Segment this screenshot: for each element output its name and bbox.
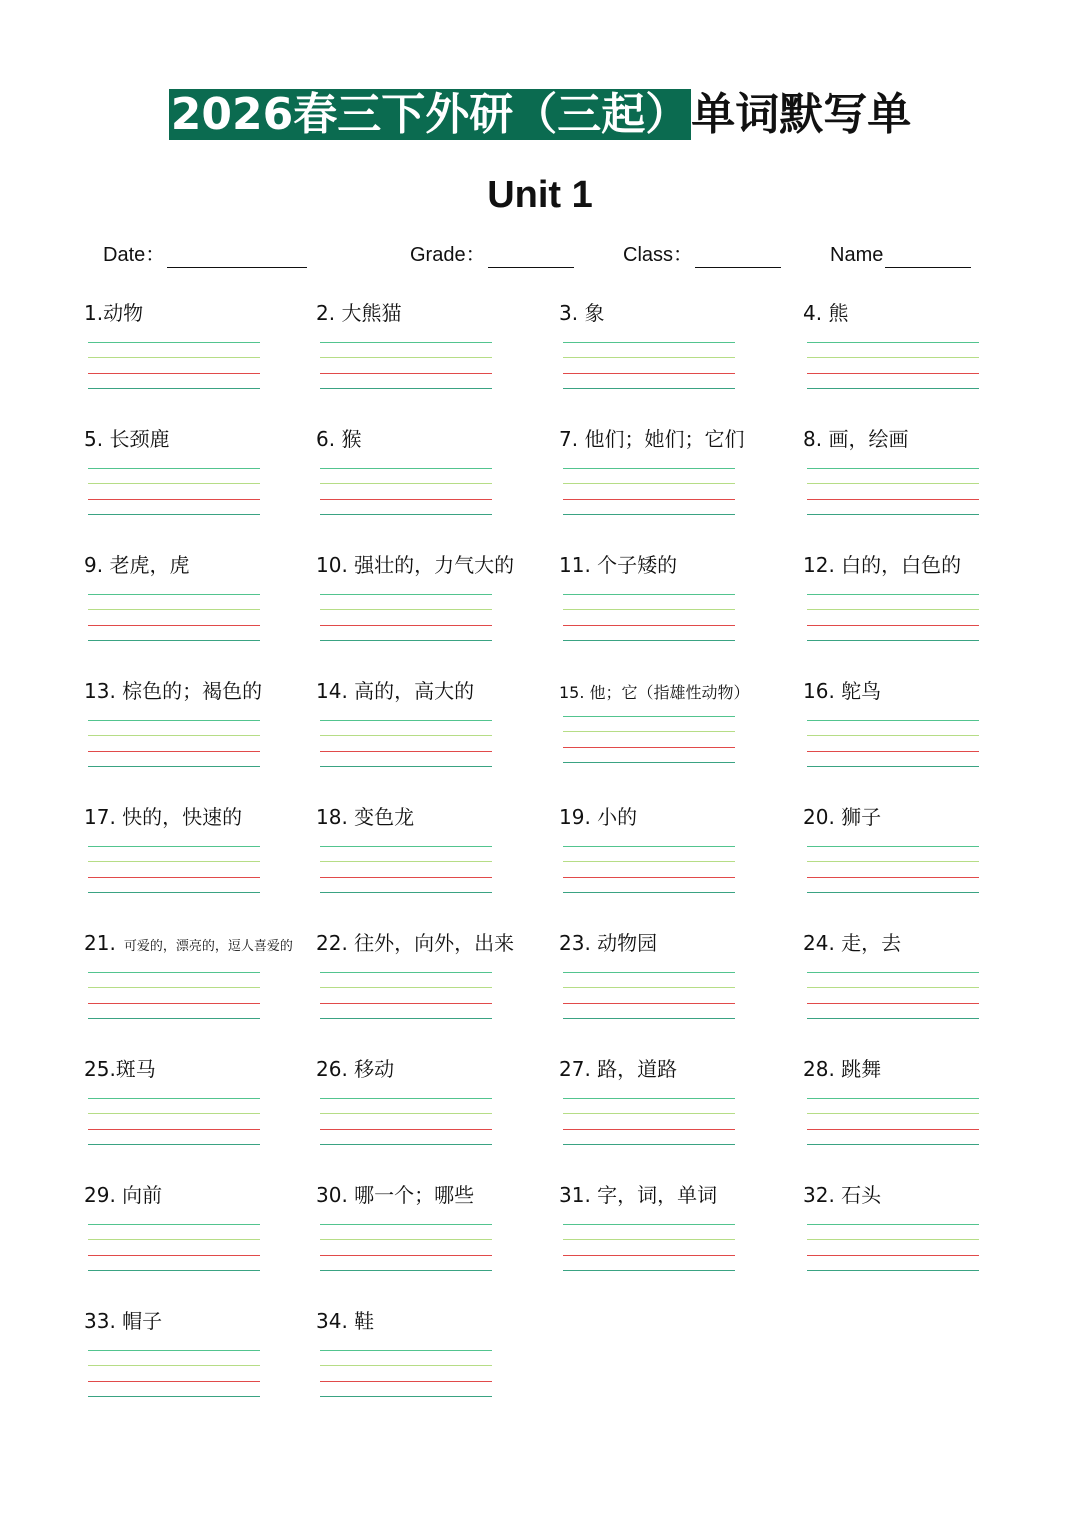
guide-line: [88, 861, 260, 862]
word-label-text: 15. 他；它（指雄性动物）: [559, 683, 750, 702]
word-label-text: 7. 他们；她们；它们: [559, 427, 745, 451]
guide-line: [807, 388, 979, 389]
word-item: [559, 300, 799, 410]
guide-line: [320, 1270, 492, 1271]
word-label: [559, 552, 677, 578]
guide-line: [807, 1239, 979, 1240]
guide-line: [563, 1239, 735, 1240]
guide-line: [807, 1255, 979, 1256]
date-field: [103, 242, 307, 268]
guide-line: [563, 1270, 735, 1271]
word-label: [803, 930, 901, 956]
guide-line: [88, 1224, 260, 1225]
writing-lines[interactable]: [88, 720, 260, 768]
class-field: [623, 242, 781, 268]
guide-line: [320, 1365, 492, 1366]
name-label: Name: [830, 244, 884, 266]
guide-line: [563, 1018, 735, 1019]
guide-line: [320, 846, 492, 847]
guide-line: [320, 1255, 492, 1256]
word-label: [84, 426, 169, 452]
word-label-text: 27. 路，道路: [559, 1057, 678, 1081]
writing-lines[interactable]: [807, 846, 979, 894]
guide-line: [88, 877, 260, 878]
guide-line: [807, 342, 979, 343]
guide-line: [88, 751, 260, 752]
date-label: Date：: [103, 244, 166, 266]
writing-lines[interactable]: [563, 342, 735, 390]
word-item: [803, 1182, 1043, 1292]
guide-line: [807, 499, 979, 500]
word-item: [803, 678, 1043, 788]
word-item: [84, 300, 324, 410]
guide-line: [88, 1129, 260, 1130]
guide-line: [88, 499, 260, 500]
guide-line: [807, 892, 979, 893]
guide-line: [88, 987, 260, 988]
word-label-text: 11. 个子矮的: [559, 553, 678, 577]
writing-lines[interactable]: [320, 720, 492, 768]
guide-line: [807, 1018, 979, 1019]
guide-line: [320, 483, 492, 484]
guide-line: [563, 483, 735, 484]
word-label: [84, 1056, 156, 1082]
writing-lines[interactable]: [320, 972, 492, 1020]
guide-line: [320, 1098, 492, 1099]
word-item: [559, 930, 799, 1040]
writing-lines[interactable]: [563, 846, 735, 894]
word-label-text: 13. 棕色的；褐色的: [84, 679, 263, 703]
word-label-text: 9. 老虎，虎: [84, 553, 190, 577]
guide-line: [807, 640, 979, 641]
guide-line: [320, 735, 492, 736]
word-item: [316, 1056, 556, 1166]
word-label-text: 22. 往外，向外，出来: [316, 931, 515, 955]
guide-line: [88, 1113, 260, 1114]
guide-line: [88, 342, 260, 343]
guide-line: [320, 342, 492, 343]
word-item: [84, 678, 324, 788]
guide-line: [563, 762, 735, 763]
word-label-text: 29. 向前: [84, 1183, 163, 1207]
unit-title: Unit 1: [487, 174, 593, 216]
word-label-text: 4. 熊: [803, 301, 849, 325]
guide-line: [563, 1003, 735, 1004]
word-label: [803, 804, 881, 830]
guide-line: [563, 877, 735, 878]
worksheet-title: [0, 86, 1080, 144]
guide-line: [320, 1350, 492, 1351]
word-item: [316, 300, 556, 410]
word-label-subtext: 可爱的，漂亮的，逗人喜爱的: [123, 939, 293, 954]
writing-lines[interactable]: [563, 1224, 735, 1272]
guide-line: [807, 514, 979, 515]
guide-line: [320, 720, 492, 721]
guide-line: [88, 892, 260, 893]
word-item: [84, 930, 324, 1040]
guide-line: [807, 468, 979, 469]
word-item: [84, 1056, 324, 1166]
word-label-text: 24. 走，去: [803, 931, 902, 955]
writing-lines[interactable]: [320, 342, 492, 390]
word-label: [316, 552, 514, 578]
writing-lines[interactable]: [88, 342, 260, 390]
word-label: [803, 1056, 881, 1082]
word-item: [316, 930, 556, 1040]
word-label-text: 32. 石头: [803, 1183, 882, 1207]
writing-lines[interactable]: [320, 846, 492, 894]
word-label-text: 8. 画，绘画: [803, 427, 909, 451]
grade-blank[interactable]: [488, 247, 574, 268]
guide-line: [320, 987, 492, 988]
guide-line: [88, 735, 260, 736]
word-label: [559, 1182, 717, 1208]
guide-line: [563, 609, 735, 610]
word-label-text: 2. 大熊猫: [316, 301, 402, 325]
guide-line: [807, 766, 979, 767]
writing-lines[interactable]: [320, 1224, 492, 1272]
guide-line: [563, 731, 735, 732]
guide-line: [563, 468, 735, 469]
word-item: [803, 1056, 1043, 1166]
guide-line: [88, 625, 260, 626]
word-label: [84, 804, 242, 830]
guide-line: [563, 1129, 735, 1130]
guide-line: [320, 609, 492, 610]
word-label: [559, 930, 657, 956]
writing-lines[interactable]: [88, 468, 260, 516]
word-label: [803, 678, 881, 704]
guide-line: [88, 388, 260, 389]
guide-line: [88, 1144, 260, 1145]
word-label: [803, 300, 848, 326]
word-label-text: 3. 象: [559, 301, 605, 325]
guide-line: [807, 483, 979, 484]
guide-line: [807, 594, 979, 595]
guide-line: [807, 1113, 979, 1114]
word-label: [316, 1182, 474, 1208]
guide-line: [807, 1129, 979, 1130]
guide-line: [563, 499, 735, 500]
word-label: [84, 930, 293, 960]
guide-line: [563, 846, 735, 847]
guide-line: [88, 972, 260, 973]
guide-line: [320, 640, 492, 641]
guide-line: [88, 1239, 260, 1240]
word-label-text: 17. 快的，快速的: [84, 805, 243, 829]
word-label: [803, 552, 961, 578]
word-label-text: 10. 强壮的，力气大的: [316, 553, 515, 577]
guide-line: [563, 1144, 735, 1145]
guide-line: [563, 640, 735, 641]
guide-line: [88, 609, 260, 610]
guide-line: [807, 987, 979, 988]
guide-line: [88, 640, 260, 641]
writing-lines[interactable]: [88, 972, 260, 1020]
word-label: [84, 678, 262, 704]
word-item: [84, 552, 324, 662]
writing-lines[interactable]: [563, 972, 735, 1020]
word-item: [84, 804, 324, 914]
word-item: [559, 1182, 799, 1292]
guide-line: [88, 1350, 260, 1351]
word-item: [559, 678, 799, 788]
word-item: [316, 804, 556, 914]
guide-line: [563, 1098, 735, 1099]
guide-line: [807, 1098, 979, 1099]
guide-line: [88, 594, 260, 595]
writing-lines[interactable]: [88, 594, 260, 642]
word-item: [84, 1308, 324, 1418]
writing-lines[interactable]: [807, 720, 979, 768]
grade-field: [410, 242, 574, 268]
guide-line: [320, 1003, 492, 1004]
guide-line: [807, 373, 979, 374]
guide-line: [807, 1224, 979, 1225]
word-label: [316, 930, 514, 956]
guide-line: [320, 1239, 492, 1240]
guide-line: [563, 716, 735, 717]
guide-line: [807, 357, 979, 358]
word-label-text: 18. 变色龙: [316, 805, 415, 829]
writing-lines[interactable]: [320, 1350, 492, 1398]
guide-line: [320, 357, 492, 358]
writing-lines[interactable]: [807, 1098, 979, 1146]
guide-line: [563, 747, 735, 748]
guide-line: [88, 1255, 260, 1256]
word-label-text: 16. 鸵鸟: [803, 679, 882, 703]
guide-line: [320, 468, 492, 469]
guide-line: [320, 625, 492, 626]
word-item: [559, 426, 799, 536]
word-item: [559, 804, 799, 914]
guide-line: [320, 1224, 492, 1225]
guide-line: [320, 766, 492, 767]
word-label: [84, 300, 143, 326]
guide-line: [320, 373, 492, 374]
guide-line: [320, 1113, 492, 1114]
word-item: [316, 426, 556, 536]
word-item: [803, 804, 1043, 914]
guide-line: [563, 594, 735, 595]
guide-line: [563, 1224, 735, 1225]
guide-line: [320, 1396, 492, 1397]
writing-lines[interactable]: [88, 846, 260, 894]
guide-line: [320, 1129, 492, 1130]
name-field: [830, 242, 971, 268]
guide-line: [807, 972, 979, 973]
guide-line: [320, 972, 492, 973]
guide-line: [320, 892, 492, 893]
writing-lines[interactable]: [320, 594, 492, 642]
guide-line: [807, 751, 979, 752]
guide-line: [320, 861, 492, 862]
guide-line: [320, 751, 492, 752]
word-item: [803, 552, 1043, 662]
title-rest: 单词默写单: [691, 89, 912, 140]
guide-line: [563, 373, 735, 374]
guide-line: [563, 625, 735, 626]
guide-line: [88, 514, 260, 515]
word-label: [559, 804, 637, 830]
writing-lines[interactable]: [320, 468, 492, 516]
guide-line: [88, 1018, 260, 1019]
word-label: [316, 678, 474, 704]
word-label-text: 14. 高的，高大的: [316, 679, 475, 703]
guide-line: [88, 1003, 260, 1004]
writing-lines[interactable]: [807, 1224, 979, 1272]
guide-line: [88, 1396, 260, 1397]
guide-line: [320, 499, 492, 500]
word-label-text: 5. 长颈鹿: [84, 427, 170, 451]
grade-label: Grade：: [410, 244, 486, 266]
word-item: [803, 930, 1043, 1040]
guide-line: [320, 1144, 492, 1145]
guide-line: [88, 1098, 260, 1099]
guide-line: [563, 1113, 735, 1114]
word-label-text: 6. 猴: [316, 427, 362, 451]
word-label-text: 34. 鞋: [316, 1309, 375, 1333]
guide-line: [88, 1365, 260, 1366]
guide-line: [88, 846, 260, 847]
word-label-text: 12. 白的，白色的: [803, 553, 962, 577]
writing-lines[interactable]: [807, 972, 979, 1020]
guide-line: [88, 468, 260, 469]
word-label: [316, 1308, 374, 1334]
writing-lines[interactable]: [807, 342, 979, 390]
word-label: [559, 680, 750, 706]
word-label-text: 1.动物: [84, 301, 144, 325]
guide-line: [88, 373, 260, 374]
writing-lines[interactable]: [807, 594, 979, 642]
word-label-text: 25.斑马: [84, 1057, 156, 1081]
guide-line: [807, 735, 979, 736]
title-highlight: 2026春三下外研（三起）: [170, 89, 690, 140]
guide-line: [807, 1003, 979, 1004]
writing-lines[interactable]: [88, 1350, 260, 1398]
word-item: [316, 678, 556, 788]
writing-lines[interactable]: [88, 1224, 260, 1272]
guide-line: [320, 594, 492, 595]
word-label: [316, 1056, 394, 1082]
word-item: [316, 1182, 556, 1292]
guide-line: [88, 766, 260, 767]
word-item: [84, 426, 324, 536]
word-label: [559, 300, 604, 326]
guide-line: [563, 388, 735, 389]
word-label: [316, 804, 414, 830]
word-label: [803, 426, 908, 452]
guide-line: [563, 1255, 735, 1256]
guide-line: [807, 609, 979, 610]
guide-line: [88, 483, 260, 484]
writing-lines[interactable]: [563, 594, 735, 642]
writing-lines[interactable]: [563, 716, 735, 764]
writing-lines[interactable]: [807, 468, 979, 516]
guide-line: [320, 1018, 492, 1019]
guide-line: [807, 1144, 979, 1145]
guide-line: [807, 861, 979, 862]
date-blank[interactable]: [167, 247, 307, 268]
writing-lines[interactable]: [88, 1098, 260, 1146]
word-label: [84, 1308, 162, 1334]
word-label-text: 19. 小的: [559, 805, 638, 829]
guide-line: [563, 861, 735, 862]
guide-line: [563, 972, 735, 973]
word-label: [559, 1056, 677, 1082]
guide-line: [88, 1270, 260, 1271]
guide-line: [563, 892, 735, 893]
word-label-text: 31. 字，词，单词: [559, 1183, 718, 1207]
guide-line: [563, 514, 735, 515]
guide-line: [88, 720, 260, 721]
word-label: [84, 552, 189, 578]
guide-line: [807, 1270, 979, 1271]
writing-lines[interactable]: [563, 468, 735, 516]
guide-line: [563, 342, 735, 343]
guide-line: [320, 1381, 492, 1382]
guide-line: [807, 877, 979, 878]
word-item: [803, 300, 1043, 410]
guide-line: [563, 357, 735, 358]
guide-line: [807, 625, 979, 626]
guide-line: [320, 388, 492, 389]
guide-line: [88, 357, 260, 358]
word-item: [316, 1308, 556, 1418]
guide-line: [807, 846, 979, 847]
word-label-text: 28. 跳舞: [803, 1057, 882, 1081]
name-blank[interactable]: [885, 247, 971, 268]
word-label-text: 30. 哪一个；哪些: [316, 1183, 475, 1207]
writing-lines[interactable]: [320, 1098, 492, 1146]
word-item: [803, 426, 1043, 536]
word-label-text: 20. 狮子: [803, 805, 882, 829]
word-label: [84, 1182, 162, 1208]
word-label-text: 21.: [84, 931, 116, 955]
word-label: [803, 1182, 881, 1208]
guide-line: [807, 720, 979, 721]
guide-line: [88, 1381, 260, 1382]
word-label-text: 33. 帽子: [84, 1309, 163, 1333]
class-label: Class：: [623, 244, 694, 266]
word-item: [84, 1182, 324, 1292]
word-label-text: 26. 移动: [316, 1057, 395, 1081]
word-label: [316, 300, 401, 326]
guide-line: [320, 877, 492, 878]
word-item: [559, 552, 799, 662]
guide-line: [320, 514, 492, 515]
word-item: [316, 552, 556, 662]
word-label: [316, 426, 361, 452]
guide-line: [563, 987, 735, 988]
word-label: [559, 426, 744, 452]
class-blank[interactable]: [695, 247, 781, 268]
writing-lines[interactable]: [563, 1098, 735, 1146]
word-item: [559, 1056, 799, 1166]
word-label-text: 23. 动物园: [559, 931, 658, 955]
